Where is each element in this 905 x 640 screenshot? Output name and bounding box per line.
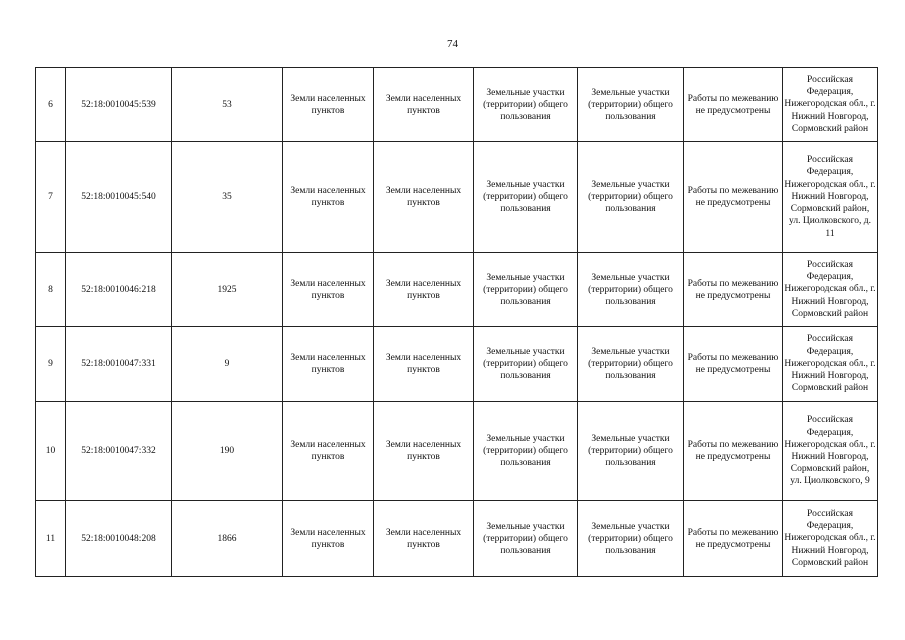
survey-works-cell: Работы по межеванию не предусмотрены	[684, 327, 783, 402]
address-cell: Российская Федерация, Нижегородская обл., г. Нижний Новгород, Сормовский район, ул. Циолковского, д. 11	[783, 142, 878, 253]
permitted-use-cell: Земли населенных пунктов	[374, 402, 474, 501]
planned-use-cell: Земельные участки (территории) общего пользования	[578, 402, 684, 501]
land-category-cell: Земли населенных пунктов	[283, 327, 374, 402]
table-row	[36, 501, 878, 577]
table-row	[36, 327, 878, 402]
row-number-cell: 8	[36, 253, 66, 327]
planned-use-cell: Земельные участки (территории) общего пользования	[578, 68, 684, 142]
address-cell: Российская Федерация, Нижегородская обл., г. Нижний Новгород, Сормовский район	[783, 68, 878, 142]
planned-use-cell: Земельные участки (территории) общего пользования	[578, 501, 684, 577]
area-cell: 53	[172, 68, 283, 142]
use-type-cell: Земельные участки (территории) общего пользования	[474, 68, 578, 142]
address-cell: Российская Федерация, Нижегородская обл., г. Нижний Новгород, Сормовский район	[783, 253, 878, 327]
survey-works-cell: Работы по межеванию не предусмотрены	[684, 142, 783, 253]
cadastral-number-cell: 52:18:0010046:218	[66, 253, 172, 327]
planned-use-cell: Земельные участки (территории) общего пользования	[578, 142, 684, 253]
permitted-use-cell: Земли населенных пунктов	[374, 253, 474, 327]
row-number-cell: 11	[36, 501, 66, 577]
table-row	[36, 142, 878, 253]
land-category-cell: Земли населенных пунктов	[283, 501, 374, 577]
land-category-cell: Земли населенных пунктов	[283, 402, 374, 501]
area-cell: 35	[172, 142, 283, 253]
survey-works-cell: Работы по межеванию не предусмотрены	[684, 68, 783, 142]
planned-use-cell: Земельные участки (территории) общего пользования	[578, 253, 684, 327]
page-number: 74	[447, 38, 458, 50]
planned-use-cell: Земельные участки (территории) общего пользования	[578, 327, 684, 402]
cadastral-number-cell: 52:18:0010045:540	[66, 142, 172, 253]
cadastral-number-cell: 52:18:0010047:331	[66, 327, 172, 402]
table-row	[36, 68, 878, 142]
area-cell: 1925	[172, 253, 283, 327]
row-number-cell: 9	[36, 327, 66, 402]
row-number-cell: 6	[36, 68, 66, 142]
cadastral-number-cell: 52:18:0010047:332	[66, 402, 172, 501]
permitted-use-cell: Земли населенных пунктов	[374, 327, 474, 402]
land-category-cell: Земли населенных пунктов	[283, 253, 374, 327]
use-type-cell: Земельные участки (территории) общего пользования	[474, 402, 578, 501]
land-plots-table	[35, 67, 878, 577]
address-cell: Российская Федерация, Нижегородская обл., г. Нижний Новгород, Сормовский район, ул. Циолковского, 9	[783, 402, 878, 501]
address-cell: Российская Федерация, Нижегородская обл., г. Нижний Новгород, Сормовский район	[783, 501, 878, 577]
cadastral-number-cell: 52:18:0010048:208	[66, 501, 172, 577]
address-cell: Российская Федерация, Нижегородская обл., г. Нижний Новгород, Сормовский район	[783, 327, 878, 402]
permitted-use-cell: Земли населенных пунктов	[374, 68, 474, 142]
use-type-cell: Земельные участки (территории) общего пользования	[474, 142, 578, 253]
survey-works-cell: Работы по межеванию не предусмотрены	[684, 402, 783, 501]
area-cell: 9	[172, 327, 283, 402]
survey-works-cell: Работы по межеванию не предусмотрены	[684, 501, 783, 577]
permitted-use-cell: Земли населенных пунктов	[374, 142, 474, 253]
use-type-cell: Земельные участки (территории) общего пользования	[474, 501, 578, 577]
use-type-cell: Земельные участки (территории) общего пользования	[474, 253, 578, 327]
table-row	[36, 402, 878, 501]
survey-works-cell: Работы по межеванию не предусмотрены	[684, 253, 783, 327]
use-type-cell: Земельные участки (территории) общего пользования	[474, 327, 578, 402]
land-category-cell: Земли населенных пунктов	[283, 68, 374, 142]
permitted-use-cell: Земли населенных пунктов	[374, 501, 474, 577]
row-number-cell: 7	[36, 142, 66, 253]
land-category-cell: Земли населенных пунктов	[283, 142, 374, 253]
area-cell: 1866	[172, 501, 283, 577]
cadastral-number-cell: 52:18:0010045:539	[66, 68, 172, 142]
area-cell: 190	[172, 402, 283, 501]
row-number-cell: 10	[36, 402, 66, 501]
table-row	[36, 253, 878, 327]
